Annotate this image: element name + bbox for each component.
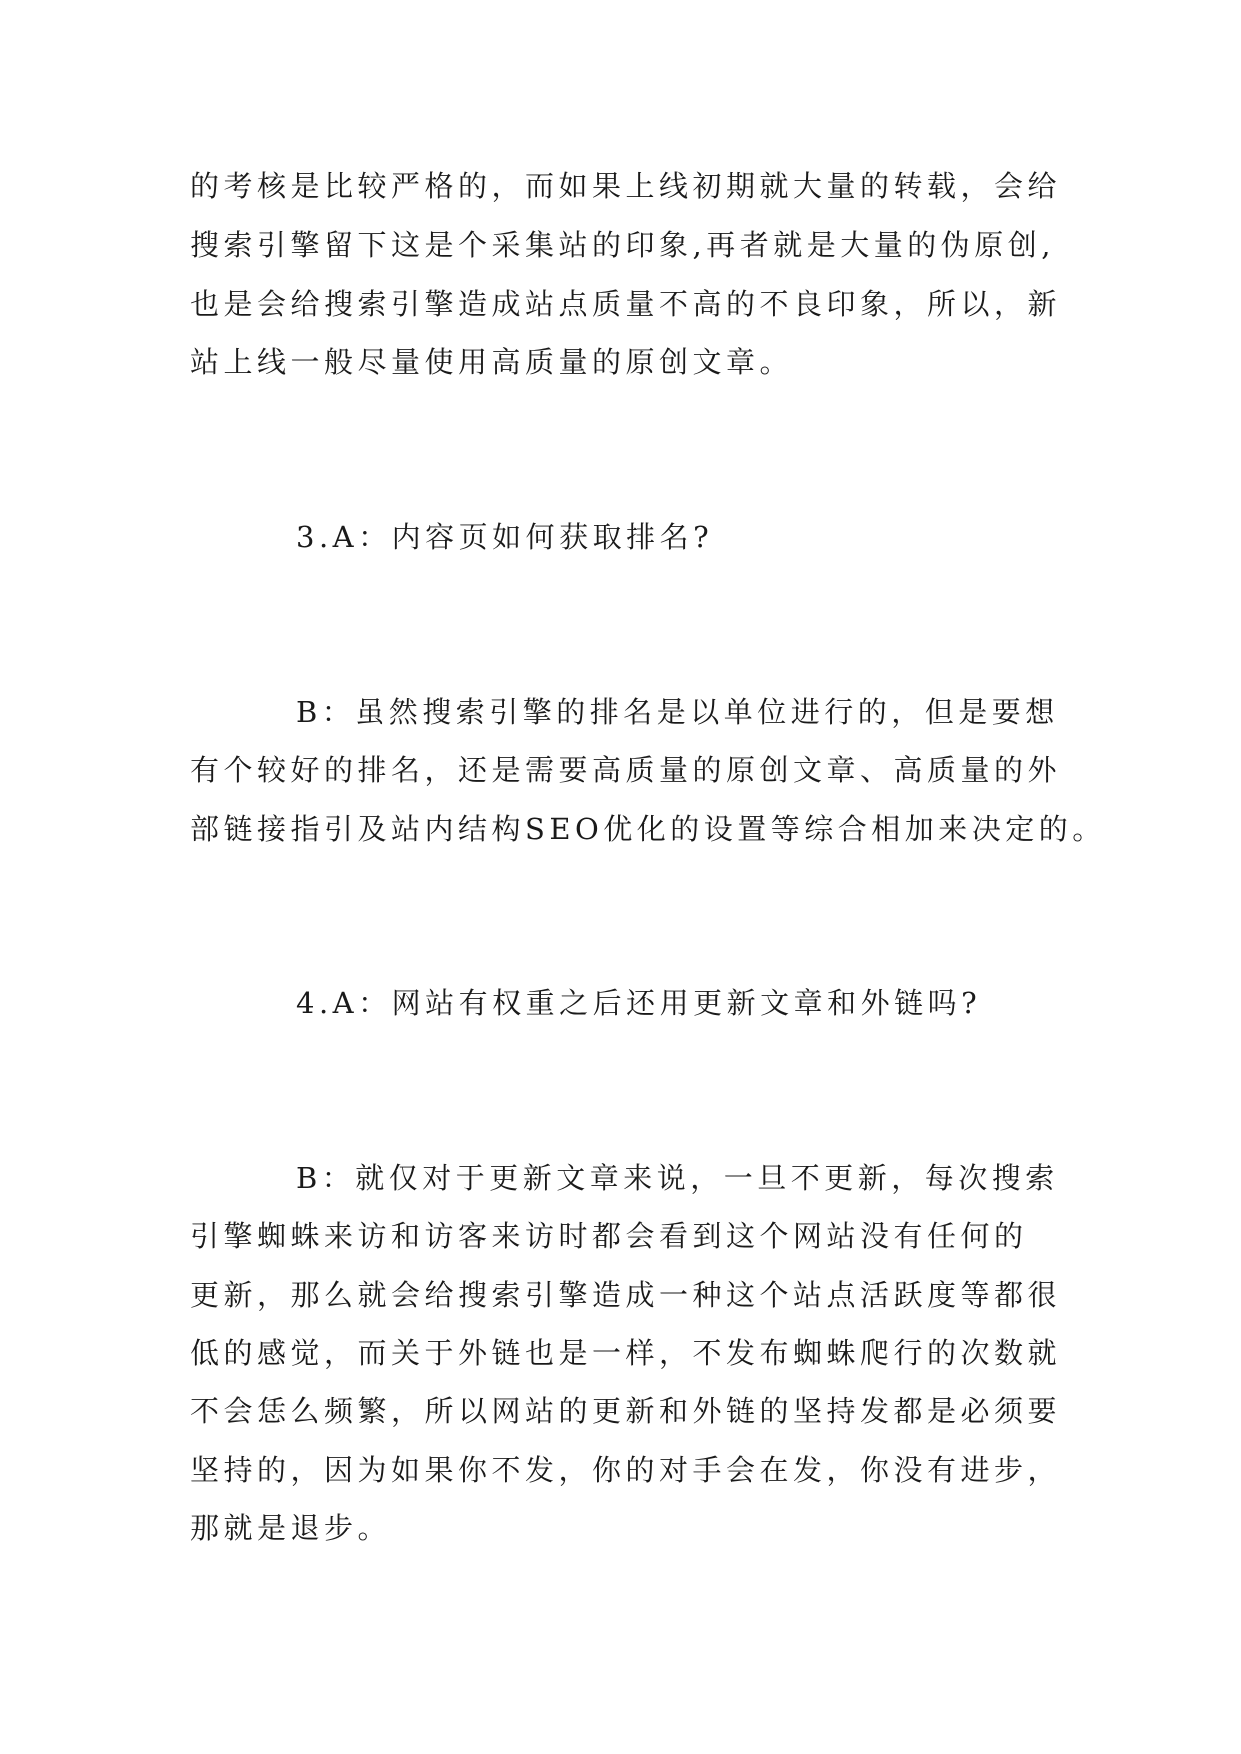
question-heading: 3.A：内容页如何获取排名? — [296, 520, 714, 554]
paragraph-line: 站上线一般尽量使用高质量的原创文章。 — [190, 345, 794, 379]
paragraph-line: 也是会给搜索引擎造成站点质量不高的不良印象，所以，新 — [190, 287, 1062, 321]
paragraph-line: 有个较好的排名，还是需要高质量的原创文章、高质量的外 — [190, 753, 1062, 787]
paragraph-line: 低的感觉，而关于外链也是一样，不发布蜘蛛爬行的次数就 — [190, 1336, 1062, 1370]
paragraph-line: B：虽然搜索引擎的排名是以单位进行的，但是要想 — [296, 695, 1059, 729]
paragraph-line: 部链接指引及站内结构SEO优化的设置等综合相加来决定的。 — [190, 812, 1106, 846]
paragraph-line: B：就仅对于更新文章来说，一旦不更新，每次搜索 — [296, 1161, 1059, 1195]
paragraph-line: 引擎蜘蛛来访和访客来访时都会看到这个网站没有任何的 — [190, 1219, 1028, 1253]
paragraph-line: 那就是退步。 — [190, 1511, 392, 1545]
paragraph-line: 更新，那么就会给搜索引擎造成一种这个站点活跃度等都很 — [190, 1278, 1062, 1312]
paragraph-line: 不会恁么频繁，所以网站的更新和外链的坚持发都是必须要 — [190, 1394, 1062, 1428]
question-heading: 4.A：网站有权重之后还用更新文章和外链吗? — [296, 986, 982, 1020]
paragraph-line: 的考核是比较严格的，而如果上线初期就大量的转载，会给 — [190, 169, 1062, 203]
paragraph-line: 搜索引擎留下这是个采集站的印象,再者就是大量的伪原创, — [190, 228, 1055, 262]
paragraph-line: 坚持的，因为如果你不发，你的对手会在发，你没有进步， — [190, 1453, 1062, 1487]
